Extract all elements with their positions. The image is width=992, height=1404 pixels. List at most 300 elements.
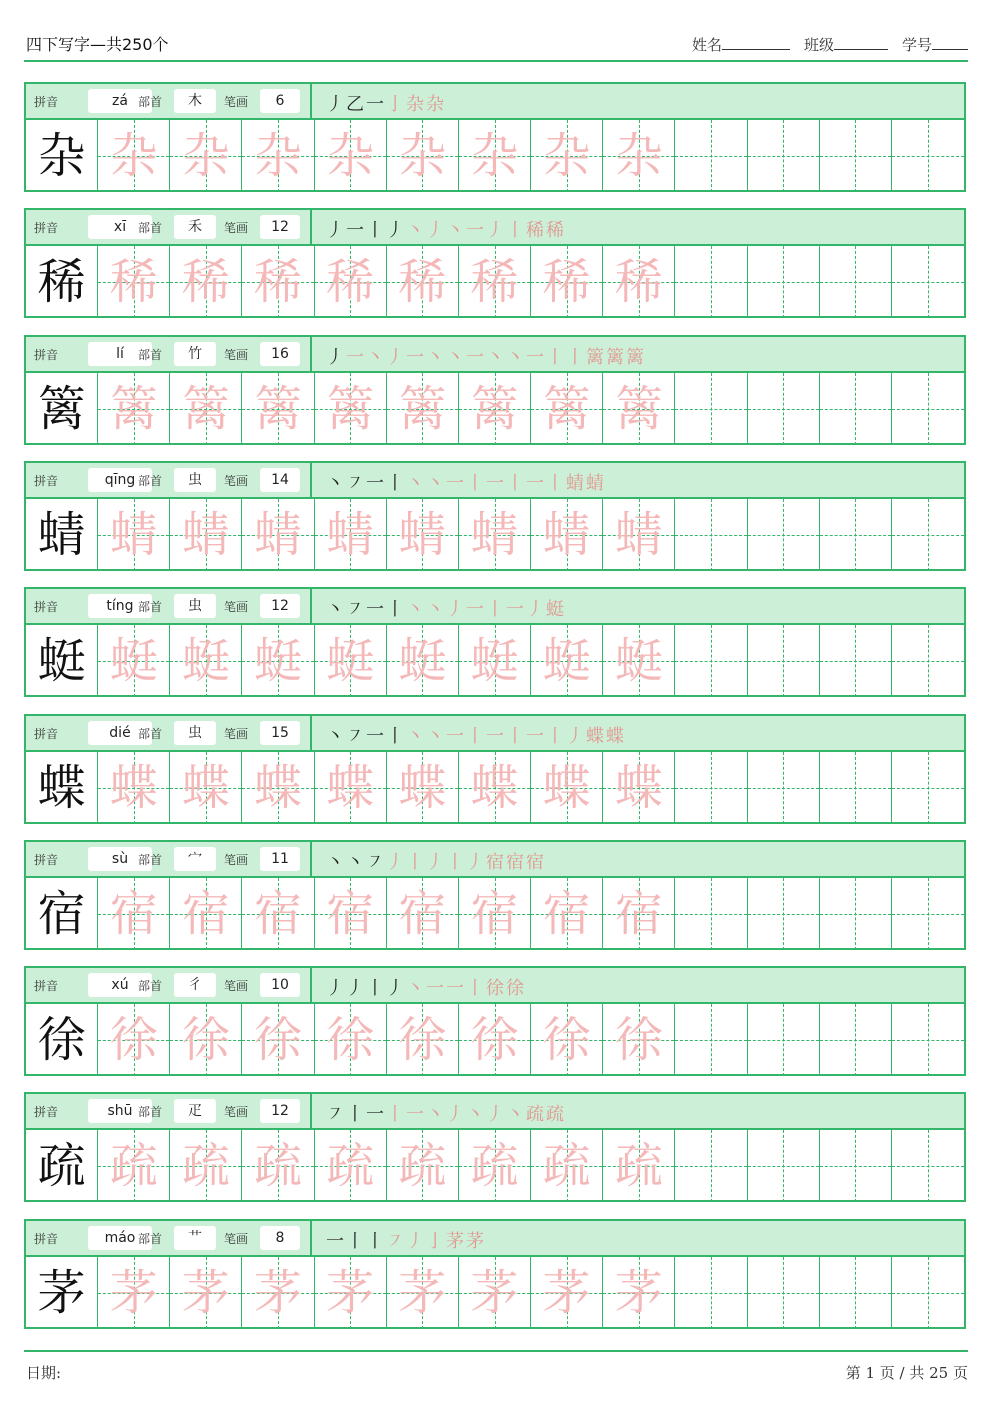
- stroke-step: 篱: [606, 346, 626, 368]
- stroke-step: 丶: [406, 220, 426, 242]
- blank-cell[interactable]: [748, 878, 820, 950]
- trace-cell: [98, 373, 170, 445]
- trace-character: 蜓: [542, 633, 591, 690]
- trace-character: 蜻: [398, 506, 447, 563]
- radical-value: 虫: [174, 721, 216, 745]
- trace-character: 疏: [109, 1138, 158, 1195]
- strokes-label: 笔画: [224, 1105, 249, 1120]
- trace-cell: [242, 878, 314, 950]
- stroke-step: 丶: [346, 851, 366, 873]
- stroke-step: 丨: [386, 599, 406, 621]
- stroke-count-value: 8: [260, 1226, 300, 1250]
- stroke-order: [326, 343, 646, 369]
- trace-character: 蜻: [614, 506, 663, 563]
- model-cell: [26, 373, 98, 445]
- writing-grid: [26, 1130, 964, 1202]
- pinyin-label: 拼音: [34, 1105, 59, 1120]
- radical-value: 竹: [174, 342, 216, 366]
- trace-cell: [603, 752, 675, 824]
- blank-cell[interactable]: [675, 120, 747, 192]
- writing-grid: [26, 246, 964, 318]
- stroke-step: 丿: [486, 1104, 506, 1126]
- radical-value: 虫: [174, 594, 216, 618]
- trace-character: 篱: [109, 380, 158, 437]
- trace-cell: [387, 373, 459, 445]
- trace-cell: [315, 246, 387, 318]
- model-cell: [26, 752, 98, 824]
- class-label: 班级: [803, 36, 834, 54]
- trace-cell: [170, 246, 242, 318]
- stroke-step: 一: [486, 472, 506, 494]
- trace-character: 蜓: [109, 633, 158, 690]
- blank-cell[interactable]: [748, 373, 820, 445]
- stroke-step: 一: [446, 725, 466, 747]
- trace-cell: [170, 878, 242, 950]
- stroke-step: 疏: [546, 1104, 566, 1126]
- id-label: 学号: [901, 36, 932, 54]
- trace-cell: [459, 878, 531, 950]
- trace-character: 蝶: [470, 759, 519, 816]
- trace-cell: [242, 499, 314, 571]
- stroke-step: 一: [506, 599, 526, 621]
- blank-cell[interactable]: [820, 1004, 892, 1076]
- trace-cell: [170, 373, 242, 445]
- trace-cell: [603, 1257, 675, 1329]
- name-blank[interactable]: [722, 35, 790, 50]
- stroke-step: 一: [366, 725, 386, 747]
- stroke-step: 蜻: [586, 472, 606, 494]
- radical-value: 木: [174, 89, 216, 113]
- stroke-step: 丿: [386, 346, 406, 368]
- stroke-step: 徐: [506, 978, 526, 1000]
- char-info-bar: [26, 210, 964, 246]
- trace-cell: [531, 878, 603, 950]
- model-character: 蜓: [37, 633, 86, 690]
- blank-cell[interactable]: [820, 246, 892, 318]
- blank-cell[interactable]: [748, 752, 820, 824]
- trace-character: 蝶: [614, 759, 663, 816]
- trace-character: 徐: [181, 1012, 230, 1069]
- radical-label: 部首: [138, 473, 163, 488]
- model-character: 茅: [37, 1264, 86, 1321]
- trace-cell: [387, 246, 459, 318]
- char-info-bar: [26, 84, 964, 120]
- blank-cell[interactable]: [892, 625, 964, 697]
- page-header: [24, 30, 968, 62]
- stroke-order: [326, 974, 526, 1000]
- stroke-step: 丿: [526, 599, 546, 621]
- trace-cell: [315, 752, 387, 824]
- trace-character: 稀: [181, 254, 230, 311]
- trace-character: 杂: [109, 128, 158, 184]
- blank-cell[interactable]: [748, 1257, 820, 1329]
- blank-cell[interactable]: [820, 120, 892, 192]
- stroke-step: 一: [526, 346, 546, 368]
- trace-cell: [459, 499, 531, 571]
- trace-cell: [459, 752, 531, 824]
- header-divider: [310, 210, 312, 244]
- trace-cell: [603, 878, 675, 950]
- name-label: 姓名: [691, 36, 722, 54]
- name-field[interactable]: [692, 34, 790, 55]
- stroke-step: 篱: [586, 346, 606, 368]
- trace-cell: [387, 752, 459, 824]
- trace-character: 蝶: [542, 759, 591, 816]
- trace-cell: [603, 120, 675, 192]
- trace-character: 茅: [470, 1264, 519, 1321]
- model-character: 杂: [37, 128, 86, 184]
- trace-character: 蜻: [181, 506, 230, 563]
- blank-cell[interactable]: [820, 1130, 892, 1202]
- stroke-step: 丨: [386, 472, 406, 494]
- id-blank[interactable]: [932, 35, 968, 50]
- trace-character: 蝶: [398, 759, 447, 816]
- trace-character: 宿: [542, 885, 591, 942]
- pinyin-value: dié: [88, 721, 152, 745]
- stroke-step: 丿: [346, 978, 366, 1000]
- model-character: 蜻: [37, 506, 86, 563]
- blank-cell[interactable]: [892, 499, 964, 571]
- writing-grid: [26, 625, 964, 697]
- stroke-count-value: 12: [260, 215, 300, 239]
- trace-cell: [531, 625, 603, 697]
- radical-value: 艹: [174, 1226, 216, 1250]
- page-indicator: 第 1 页 / 共 25 页: [845, 1364, 968, 1382]
- trace-cell: [387, 120, 459, 192]
- char-info-bar: [26, 589, 964, 625]
- header-divider: [310, 84, 312, 118]
- stroke-step: 一: [406, 346, 426, 368]
- strokes-label: 笔画: [224, 600, 249, 615]
- blank-cell[interactable]: [820, 878, 892, 950]
- blank-cell[interactable]: [675, 1004, 747, 1076]
- pinyin-label: 拼音: [34, 852, 59, 867]
- char-block: [24, 714, 966, 824]
- stroke-order: [326, 848, 546, 874]
- stroke-step: 丨: [506, 472, 526, 494]
- char-info-bar: [26, 716, 964, 752]
- stroke-step: 徐: [486, 978, 506, 1000]
- strokes-label: 笔画: [224, 852, 249, 867]
- trace-character: 蜓: [614, 633, 663, 690]
- trace-character: 蜻: [470, 506, 519, 563]
- trace-character: 蜻: [109, 506, 158, 563]
- trace-character: 稀: [326, 254, 375, 311]
- trace-cell: [603, 1130, 675, 1202]
- header-divider: [310, 968, 312, 1002]
- stroke-step: 丶: [326, 851, 346, 873]
- trace-character: 徐: [109, 1012, 158, 1069]
- stroke-step: 丨: [466, 472, 486, 494]
- stroke-step: 一: [446, 978, 466, 1000]
- blank-cell[interactable]: [675, 878, 747, 950]
- blank-cell[interactable]: [820, 752, 892, 824]
- stroke-step: 丿: [486, 220, 506, 242]
- trace-character: 稀: [542, 254, 591, 311]
- model-character: 稀: [37, 254, 86, 311]
- blank-cell[interactable]: [675, 499, 747, 571]
- trace-cell: [242, 625, 314, 697]
- strokes-label: 笔画: [224, 1231, 249, 1246]
- trace-character: 篱: [470, 380, 519, 437]
- trace-character: 茅: [614, 1264, 663, 1321]
- blank-cell[interactable]: [748, 499, 820, 571]
- radical-label: 部首: [138, 347, 163, 362]
- char-block: [24, 1219, 966, 1329]
- stroke-step: 丶: [426, 472, 446, 494]
- stroke-order: [326, 90, 446, 116]
- stroke-step: 一: [526, 472, 546, 494]
- trace-character: 杂: [254, 128, 303, 184]
- blank-cell[interactable]: [892, 1004, 964, 1076]
- model-character: 篱: [37, 380, 86, 437]
- trace-character: 蜓: [254, 633, 303, 690]
- model-cell: [26, 120, 98, 192]
- trace-character: 徐: [614, 1012, 663, 1069]
- model-character: 蝶: [37, 759, 86, 816]
- char-info-bar: [26, 463, 964, 499]
- stroke-step: 丨: [486, 599, 506, 621]
- trace-character: 宿: [470, 885, 519, 942]
- stroke-step: 杂: [426, 94, 446, 115]
- blank-cell[interactable]: [748, 1130, 820, 1202]
- header-divider: [310, 1094, 312, 1128]
- radical-label: 部首: [138, 221, 163, 236]
- strokes-label: 笔画: [224, 726, 249, 741]
- trace-character: 疏: [470, 1138, 519, 1195]
- model-cell: [26, 1130, 98, 1202]
- trace-cell: [170, 752, 242, 824]
- pinyin-value: sù: [88, 847, 152, 871]
- trace-character: 杂: [470, 128, 519, 184]
- stroke-step: 丶: [426, 725, 446, 747]
- pinyin-label: 拼音: [34, 600, 59, 615]
- trace-cell: [531, 246, 603, 318]
- trace-character: 徐: [326, 1012, 375, 1069]
- header-divider: [310, 589, 312, 623]
- header-divider: [310, 716, 312, 750]
- stroke-step: 亅: [426, 1230, 446, 1252]
- stroke-step: ㇇: [386, 1230, 406, 1252]
- stroke-step: 丶: [506, 1104, 526, 1126]
- blank-cell[interactable]: [675, 752, 747, 824]
- trace-cell: [170, 1257, 242, 1329]
- stroke-step: 丿: [466, 851, 486, 873]
- stroke-step: 丨: [406, 851, 426, 873]
- strokes-label: 笔画: [224, 95, 249, 109]
- trace-cell: [531, 752, 603, 824]
- radical-label: 部首: [138, 95, 163, 109]
- trace-character: 宿: [254, 885, 303, 942]
- trace-cell: [603, 499, 675, 571]
- blank-cell[interactable]: [820, 373, 892, 445]
- blank-cell[interactable]: [892, 1257, 964, 1329]
- trace-cell: [315, 625, 387, 697]
- trace-cell: [459, 1257, 531, 1329]
- trace-cell: [242, 373, 314, 445]
- trace-character: 篱: [542, 380, 591, 437]
- stroke-step: 一: [366, 1104, 386, 1126]
- char-block: [24, 840, 966, 950]
- blank-cell[interactable]: [748, 246, 820, 318]
- stroke-step: 一: [426, 978, 446, 1000]
- stroke-count-value: 6: [260, 89, 300, 113]
- trace-cell: [603, 1004, 675, 1076]
- stroke-step: 丿: [326, 220, 346, 242]
- trace-cell: [603, 625, 675, 697]
- stroke-step: 丨: [386, 725, 406, 747]
- stroke-order: [326, 1100, 566, 1126]
- trace-cell: [459, 625, 531, 697]
- trace-cell: [603, 246, 675, 318]
- stroke-step: 丶: [326, 472, 346, 494]
- trace-cell: [459, 1130, 531, 1202]
- trace-cell: [387, 1004, 459, 1076]
- stroke-count-value: 10: [260, 973, 300, 997]
- trace-cell: [531, 373, 603, 445]
- blank-cell[interactable]: [748, 1004, 820, 1076]
- pinyin-label: 拼音: [34, 95, 59, 109]
- stroke-order: [326, 595, 566, 621]
- trace-cell: [387, 625, 459, 697]
- char-block: [24, 587, 966, 697]
- trace-cell: [242, 120, 314, 192]
- stroke-step: 丶: [446, 346, 466, 368]
- trace-character: 茅: [254, 1264, 303, 1321]
- model-character: 疏: [37, 1138, 86, 1195]
- trace-character: 茅: [398, 1264, 447, 1321]
- radical-value: 彳: [174, 973, 216, 997]
- stroke-order: [326, 216, 566, 242]
- writing-grid: [26, 373, 964, 445]
- stroke-step: 一: [486, 725, 506, 747]
- pinyin-label: 拼音: [34, 473, 59, 488]
- blank-cell[interactable]: [892, 878, 964, 950]
- stroke-count-value: 12: [260, 1099, 300, 1123]
- blank-cell[interactable]: [675, 1130, 747, 1202]
- blank-cell[interactable]: [892, 752, 964, 824]
- blank-cell[interactable]: [892, 373, 964, 445]
- trace-cell: [315, 1004, 387, 1076]
- id-field[interactable]: [902, 34, 968, 55]
- stroke-step: 丿: [446, 1104, 466, 1126]
- trace-character: 杂: [398, 128, 447, 184]
- blank-cell[interactable]: [820, 625, 892, 697]
- radical-value: 禾: [174, 215, 216, 239]
- trace-character: 稀: [109, 254, 158, 311]
- pinyin-value: lí: [88, 342, 152, 366]
- trace-cell: [531, 1004, 603, 1076]
- stroke-step: 丨: [366, 978, 386, 1000]
- model-cell: [26, 246, 98, 318]
- trace-character: 疏: [326, 1138, 375, 1195]
- stroke-step: 一: [466, 220, 486, 242]
- trace-character: 疏: [614, 1138, 663, 1195]
- blank-cell[interactable]: [892, 120, 964, 192]
- blank-cell[interactable]: [892, 246, 964, 318]
- trace-character: 蝶: [109, 759, 158, 816]
- trace-character: 蜓: [181, 633, 230, 690]
- class-field[interactable]: [804, 34, 888, 55]
- stroke-count-value: 11: [260, 847, 300, 871]
- stroke-step: 丿: [326, 346, 346, 368]
- blank-cell[interactable]: [820, 499, 892, 571]
- stroke-step: 丨: [346, 1230, 366, 1252]
- stroke-step: 丶: [406, 472, 426, 494]
- blank-cell[interactable]: [675, 625, 747, 697]
- stroke-step: 丿: [406, 1230, 426, 1252]
- trace-character: 蜓: [398, 633, 447, 690]
- stroke-step: 一: [526, 725, 546, 747]
- stroke-step: 蝶: [606, 725, 626, 747]
- trace-cell: [98, 878, 170, 950]
- radical-label: 部首: [138, 726, 163, 741]
- blank-cell[interactable]: [892, 1130, 964, 1202]
- blank-cell[interactable]: [675, 373, 747, 445]
- trace-cell: [170, 1130, 242, 1202]
- char-info-bar: [26, 1094, 964, 1130]
- trace-cell: [170, 1004, 242, 1076]
- header-divider: [310, 463, 312, 497]
- blank-cell[interactable]: [675, 1257, 747, 1329]
- trace-cell: [459, 246, 531, 318]
- writing-grid: [26, 499, 964, 571]
- trace-character: 蝶: [181, 759, 230, 816]
- writing-grid: [26, 1004, 964, 1076]
- writing-grid: [26, 752, 964, 824]
- trace-cell: [531, 499, 603, 571]
- trace-character: 蜻: [542, 506, 591, 563]
- char-block: [24, 335, 966, 445]
- trace-character: 稀: [398, 254, 447, 311]
- trace-character: 篱: [254, 380, 303, 437]
- blank-cell[interactable]: [675, 246, 747, 318]
- trace-character: 篱: [326, 380, 375, 437]
- stroke-step: 宿: [526, 851, 546, 873]
- stroke-step: 丨: [546, 472, 566, 494]
- stroke-step: 丶: [366, 346, 386, 368]
- stroke-count-value: 16: [260, 342, 300, 366]
- pinyin-value: xī: [88, 215, 152, 239]
- stroke-step: 丿: [446, 599, 466, 621]
- stroke-step: 丨: [546, 346, 566, 368]
- trace-character: 蜓: [470, 633, 519, 690]
- stroke-step: 丿: [566, 725, 586, 747]
- writing-grid: [26, 878, 964, 950]
- trace-character: 蜻: [326, 506, 375, 563]
- char-block: [24, 966, 966, 1076]
- trace-character: 疏: [254, 1138, 303, 1195]
- stroke-step: 茅: [446, 1230, 466, 1252]
- stroke-step: 蝶: [586, 725, 606, 747]
- trace-character: 茅: [542, 1264, 591, 1321]
- blank-cell[interactable]: [748, 120, 820, 192]
- date-label: 日期:: [26, 1364, 62, 1382]
- char-block: [24, 1092, 966, 1202]
- blank-cell[interactable]: [748, 625, 820, 697]
- trace-cell: [242, 1130, 314, 1202]
- trace-cell: [459, 373, 531, 445]
- blank-cell[interactable]: [820, 1257, 892, 1329]
- stroke-step: 丨: [506, 220, 526, 242]
- trace-character: 疏: [181, 1138, 230, 1195]
- trace-character: 杂: [326, 128, 375, 184]
- strokes-label: 笔画: [224, 347, 249, 362]
- trace-character: 蜓: [326, 633, 375, 690]
- class-blank[interactable]: [834, 35, 888, 50]
- stroke-order: [326, 722, 626, 748]
- trace-character: 篱: [614, 380, 663, 437]
